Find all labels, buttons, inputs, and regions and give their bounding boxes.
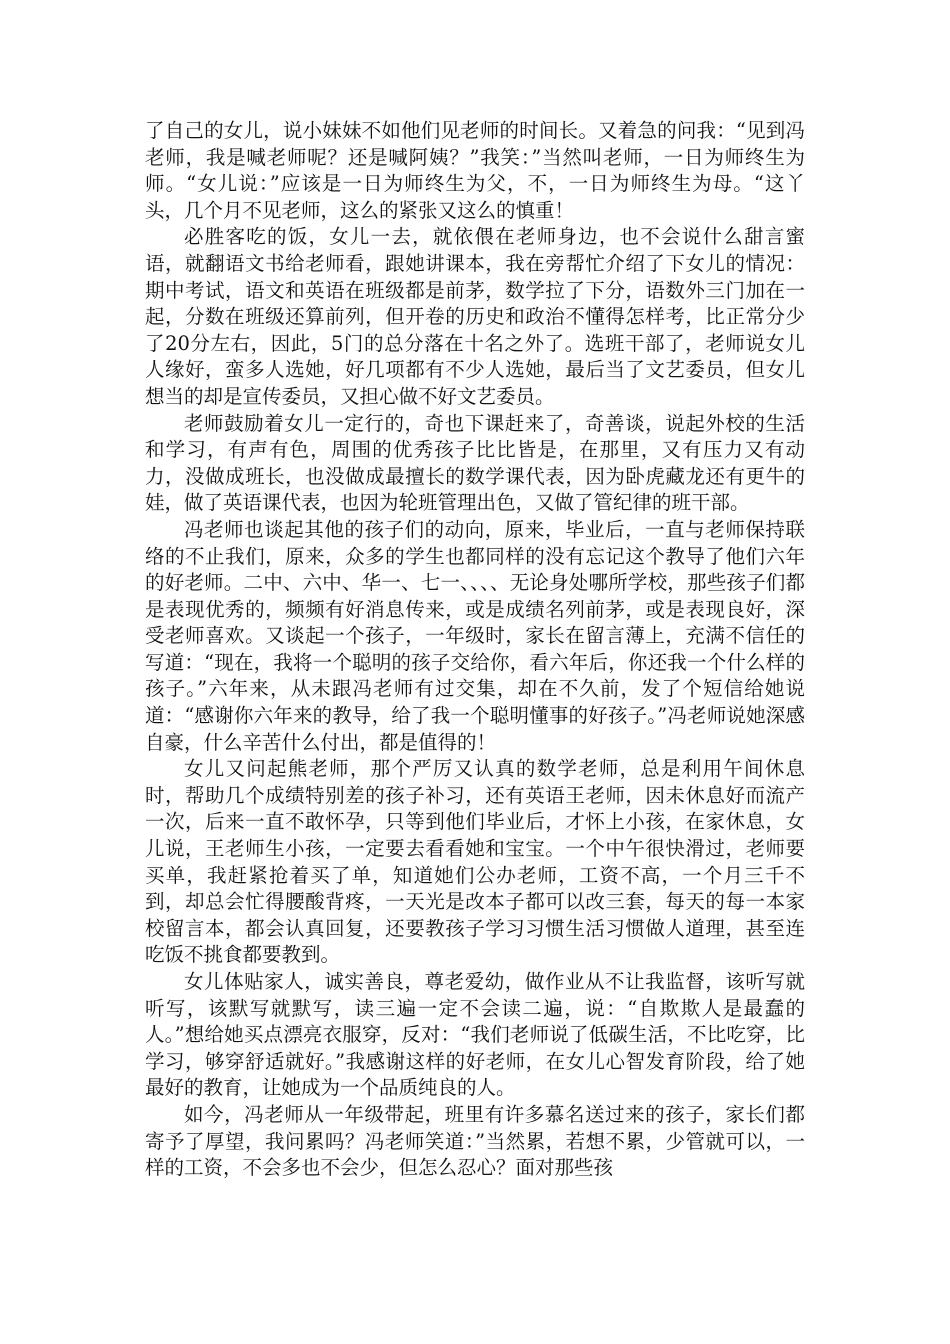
paragraph-2: 必胜客吃的饭，女儿一去，就依偎在老师身边，也不会说什么甜言蜜语，就翻语文书给老师看，跟她讲课本，我在旁帮忙介绍了下女儿的情况：期中考试，语文和英语在班级都是前茅，数学拉了下分，语数外三门加在一起，分数在班级还算前列，但开卷的历史和政治不懂得怎样考，比正常分少了20分左右，因此，5门的总分落在十名之外了。选班干部了，老师说女儿人缘好，蛮多人选她，好几项都有不少人选她，最后当了文艺委员，但女儿想当的却是宣传委员，又担心做不好文艺委员。 bbox=[145, 225, 805, 408]
paragraph-4: 冯老师也谈起其他的孩子们的动向，原来，毕业后，一直与老师保持联络的不止我们，原来，众多的学生也都同样的没有忘记这个教导了他们六年的好老师。二中、六中、华一、七一、、、、无论身处哪所学校，那些孩子们都是表现优秀的，频频有好消息传来，或是成绩名列前茅，或是表现良好，深受老师喜欢。又谈起一个孩子，一年级时，家长在留言薄上，充满不信任的写道：“现在，我将一个聪明的孩子交给你，看六年后，你还我一个什么样的孩子。”六年来，从未跟冯老师有过交集，却在不久前，发了个短信给她说道：“感谢你六年来的教导，给了我一个聪明懂事的好孩子。”冯老师说她深感自豪，什么辛苦什么付出，都是值得的！ bbox=[145, 517, 805, 754]
paragraph-1: 了自己的女儿，说小妹妹不如他们见老师的时间长。又着急的问我：“见到冯老师，我是喊老师呢？还是喊阿姨？”我笑：”当然叫老师，一日为师终生为师。“女儿说：”应该是一日为师终生为父，不，一日为师终生为母。“这丫头，几个月不见老师，这么的紧张又这么的慎重！ bbox=[145, 119, 805, 222]
paragraph-3: 老师鼓励着女儿一定行的，奇也下课赶来了，奇善谈，说起外校的生活和学习，有声有色，周围的优秀孩子比比皆是，在那里，又有压力又有动力，没做成班长，也没做成最擅长的数学课代表，因为卧虎藏龙还有更牛的娃，做了英语课代表，也因为轮班管理出色，又做了管纪律的班干部。 bbox=[145, 411, 805, 515]
paragraph-6: 女儿体贴家人，诚实善良，尊老爱幼，做作业从不让我监督，该听写就听写，该默写就默写，读三遍一定不会读二遍，说：“自欺欺人是最蠢的人。”想给她买点漂亮衣服穿，反对：“我们老师说了低碳生活，不比吃穿，比学习，够穿舒适就好。”我感谢这样的好老师，在女儿心智发育阶段，给了她最好的教育，让她成为一个品质纯良的人。 bbox=[145, 970, 805, 1100]
paragraph-7: 如今，冯老师从一年级带起，班里有许多慕名送过来的孩子，家长们都寄予了厚望，我问累吗？冯老师笑道：”当然累，若想不累，少管就可以，一样的工资，不会多也不会少，但怎么忍心？面对那些孩 bbox=[145, 1102, 805, 1180]
paragraph-5: 女儿又问起熊老师，那个严厉又认真的数学老师，总是利用午间休息时，帮助几个成绩特别差的孩子补习，还有英语王老师，因未休息好而流产一次，后来一直不敢怀孕，只等到他们毕业后，才怀上小孩，在家休息，女儿说，王老师生小孩，一定要去看看她和宝宝。一个中午很快滑过，老师要买单，我赶紧抢着买了单，知道她们公办老师，工资不高，一个月三千不到，却总会忙得腰酸背疼，一天光是改本子都可以改三套，每天的每一本家校留言本，都会认真回复，还要教孩子学习习惯生活习惯做人道理，甚至连吃饭不挑食都要教到。 bbox=[145, 757, 805, 967]
document-page bbox=[145, 118, 805, 1182]
